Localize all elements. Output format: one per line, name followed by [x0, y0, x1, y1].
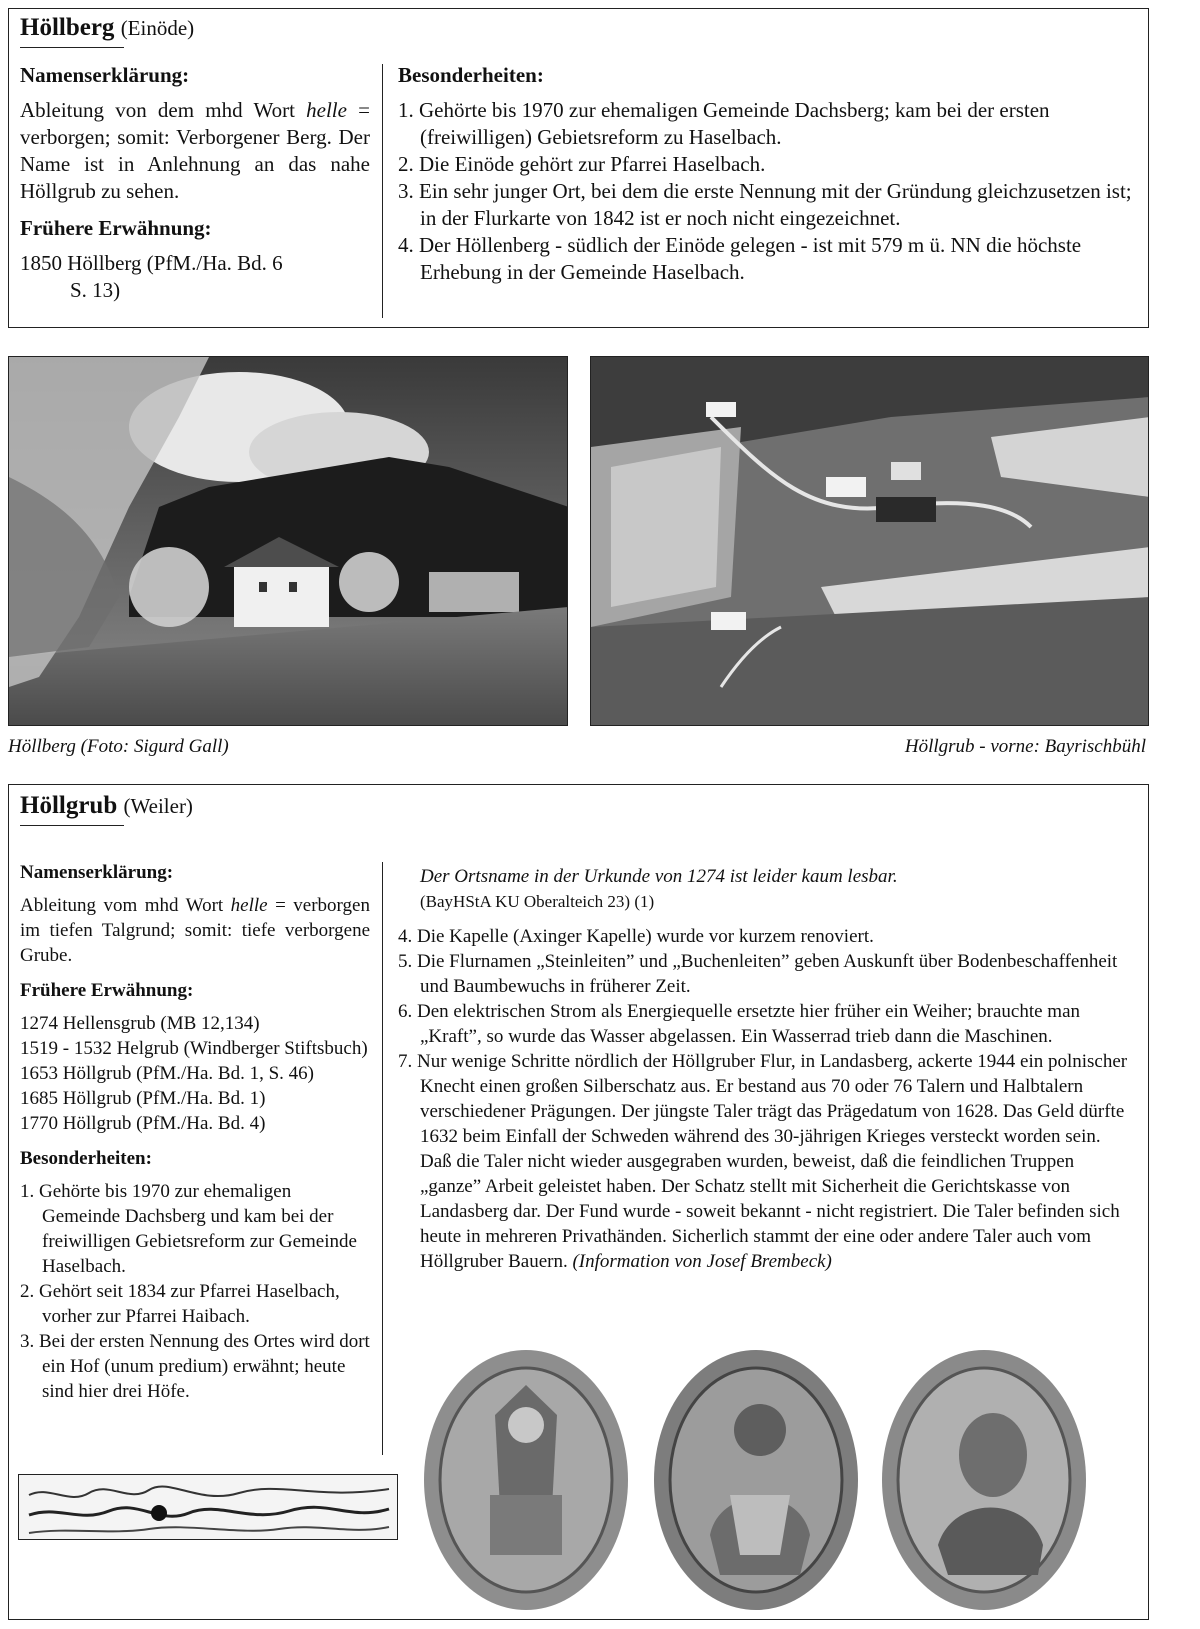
hoellberg-title [20, 14, 194, 42]
urkunde-excerpt-drawing [19, 1475, 398, 1540]
list-item: 1274 Hellensgrub (MB 12,134) [20, 1013, 260, 1034]
hoellberg-erwaehnung-line-2: S. 13) [70, 278, 121, 302]
hoellgrub-erwaehnung-list [20, 1011, 370, 1136]
list-item: 1770 Höllgrub (PfM./Ha. Bd. 4) [20, 1113, 266, 1134]
list-item: 5. Die Flurnamen „Steinleiten” und „Buchenleiten” geben Auskunft über Bodenbeschaffenheit und Baumbewuchs in früherer Zeit. [398, 951, 1118, 997]
hoellgrub-left-column [20, 860, 370, 1404]
hoellberg-photo-image [9, 357, 568, 726]
coin-ferdinand-image [650, 1345, 862, 1615]
hoellberg-photo-caption: Höllberg (Foto: Sigurd Gall) [8, 736, 229, 757]
hoellgrub-aerial-photo-image [591, 357, 1149, 726]
hoellgrub-besonderheiten-left-list [20, 1179, 370, 1404]
hoellberg-right-column [398, 62, 1133, 286]
list-item: 1653 Höllgrub (PfM./Ha. Bd. 1, S. 46) [20, 1063, 314, 1084]
list-item: 1519 - 1532 Helgrub (Windberger Stiftsbuch) [20, 1038, 368, 1059]
hoellberg-erwaehnung-line-1: 1850 Höllberg (PfM./Ha. Bd. 6 [20, 251, 283, 275]
hoellgrub-title [20, 792, 193, 820]
hoellgrub-title-rule [20, 825, 124, 826]
coin-bishop-image [420, 1345, 632, 1615]
hoellgrub-erwaehnung-heading: Frühere Erwähnung: [20, 980, 194, 1001]
hoellgrub-column-divider [382, 862, 383, 1455]
list-item: 4. Der Höllenberg - südlich der Einöde gelegen - ist mit 579 m ü. NN die höchste Erhebung in der Gemeinde Haselbach. [398, 233, 1082, 284]
urkunde-source: (BayHStA KU Oberalteich 23) (1) [420, 892, 655, 911]
hoellberg-erwaehnung-heading: Frühere Erwähnung: [20, 216, 212, 240]
hoellgrub-right-column [398, 864, 1133, 1274]
hoellgrub-photo-caption: Höllgrub - vorne: Bayrischbühl [904, 736, 1146, 757]
list-item: 1. Gehörte bis 1970 zur ehemaligen Gemeinde Dachsberg und kam bei der freiwilligen Gebietsreform zur Gemeinde Haselbach. [20, 1181, 357, 1277]
hoellberg-title-rule [20, 47, 124, 48]
hoellberg-namenserklaerung-heading: Namenserklärung: [20, 63, 190, 87]
hoellberg-column-divider [382, 64, 383, 318]
list-item: 3. Ein sehr junger Ort, bei dem die erste Nennung mit der Gründung gleichzusetzen ist; in der Flurkarte von 1842 ist er noch nicht eingezeichnet. [398, 179, 1132, 230]
list-item: 1685 Höllgrub (PfM./Ha. Bd. 1) [20, 1088, 266, 1109]
hoellberg-besonderheiten-list [398, 97, 1133, 286]
hoellgrub-namenserklaerung-text: Ableitung vom mhd Wort helle = verborgen im tiefen Talgrund; somit: tiefe verborgene Grube. [20, 895, 370, 966]
hoellberg-photo [8, 356, 568, 726]
hoellberg-namenserklaerung-text: Ableitung von dem mhd Wort helle = verborgen; somit: Verborgener Berg. Der Name ist in Anlehnung an das nahe Höllgrub zu sehen. [20, 98, 370, 203]
urkunde-excerpt-image [18, 1474, 398, 1540]
urkunde-note: Der Ortsname in der Urkunde von 1274 ist leider kaum lesbar. [420, 866, 898, 887]
hoellgrub-besonderheiten-heading: Besonderheiten: [20, 1148, 152, 1169]
hoellgrub-name: Höllgrub [20, 792, 118, 819]
list-item: 1. Gehörte bis 1970 zur ehemaligen Gemeinde Dachsberg; kam bei der ersten (freiwilligen) Gebietsreform zu Haselbach. [398, 98, 1050, 149]
list-item [398, 1049, 1133, 1274]
hoellberg-type: (Einöde) [120, 16, 195, 40]
coin-leopold-image [878, 1345, 1090, 1615]
hoellgrub-aerial-photo [590, 356, 1149, 726]
list-item: 4. Die Kapelle (Axinger Kapelle) wurde vor kurzem renoviert. [398, 926, 874, 947]
hoellgrub-besonderheiten-right-list [398, 924, 1133, 1274]
list-item: 3. Bei der ersten Nennung des Ortes wird dort ein Hof (unum predium) erwähnt; heute sind hier drei Höfe. [20, 1331, 370, 1402]
hoellberg-besonderheiten-heading: Besonderheiten: [398, 63, 544, 87]
hoellgrub-type: (Weiler) [123, 794, 193, 818]
list-item: 2. Gehört seit 1834 zur Pfarrei Haselbach, vorher zur Pfarrei Haibach. [20, 1281, 340, 1327]
list-item: 6. Den elektrischen Strom als Energiequelle ersetzte hier früher ein Weiher; brauchte man „Kraft”, so wurde das Wasser abgelassen. Ein Wasserrad trieb dann die Maschinen. [398, 1001, 1081, 1047]
item-7-text: 7. Nur wenige Schritte nördlich der Höllgruber Flur, in Landasberg, ackerte 1944 ein polnischer Knecht einen großen Silberschatz aus. Er bestand aus 70 oder 76 Talern und Halbtalern verschiedener Prägungen. Der jüngste Taler trägt das Prägedatum von 1628. Das Geld dürfte 1632 beim Einfall der Schweden während des 30-jährigen Krieges versteckt worden sein. Daß die Taler nicht wieder ausgegraben wurden, beweist, daß die feindlichen Truppen „ganze” Arbeit geleistet haben. Der Schatz stellt mit Sicherheit die Gerichtskasse von Landasberg dar. Der Fund wurde - soweit bekannt - nicht registriert. Die Taler befinden sich heute in mehreren Privathänden. Sicherlich stammt der eine oder andere Taler auch vom Höllgruber Bauern. [398, 1051, 1128, 1272]
list-item: 2. Die Einöde gehört zur Pfarrei Haselbach. [398, 152, 766, 176]
hoellberg-name: Höllberg [20, 14, 115, 41]
hoellgrub-namenserklaerung-heading: Namenserklärung: [20, 862, 174, 883]
hoellberg-left-column [20, 62, 370, 304]
item-7-credit: (Information von Josef Brembeck) [572, 1251, 832, 1272]
